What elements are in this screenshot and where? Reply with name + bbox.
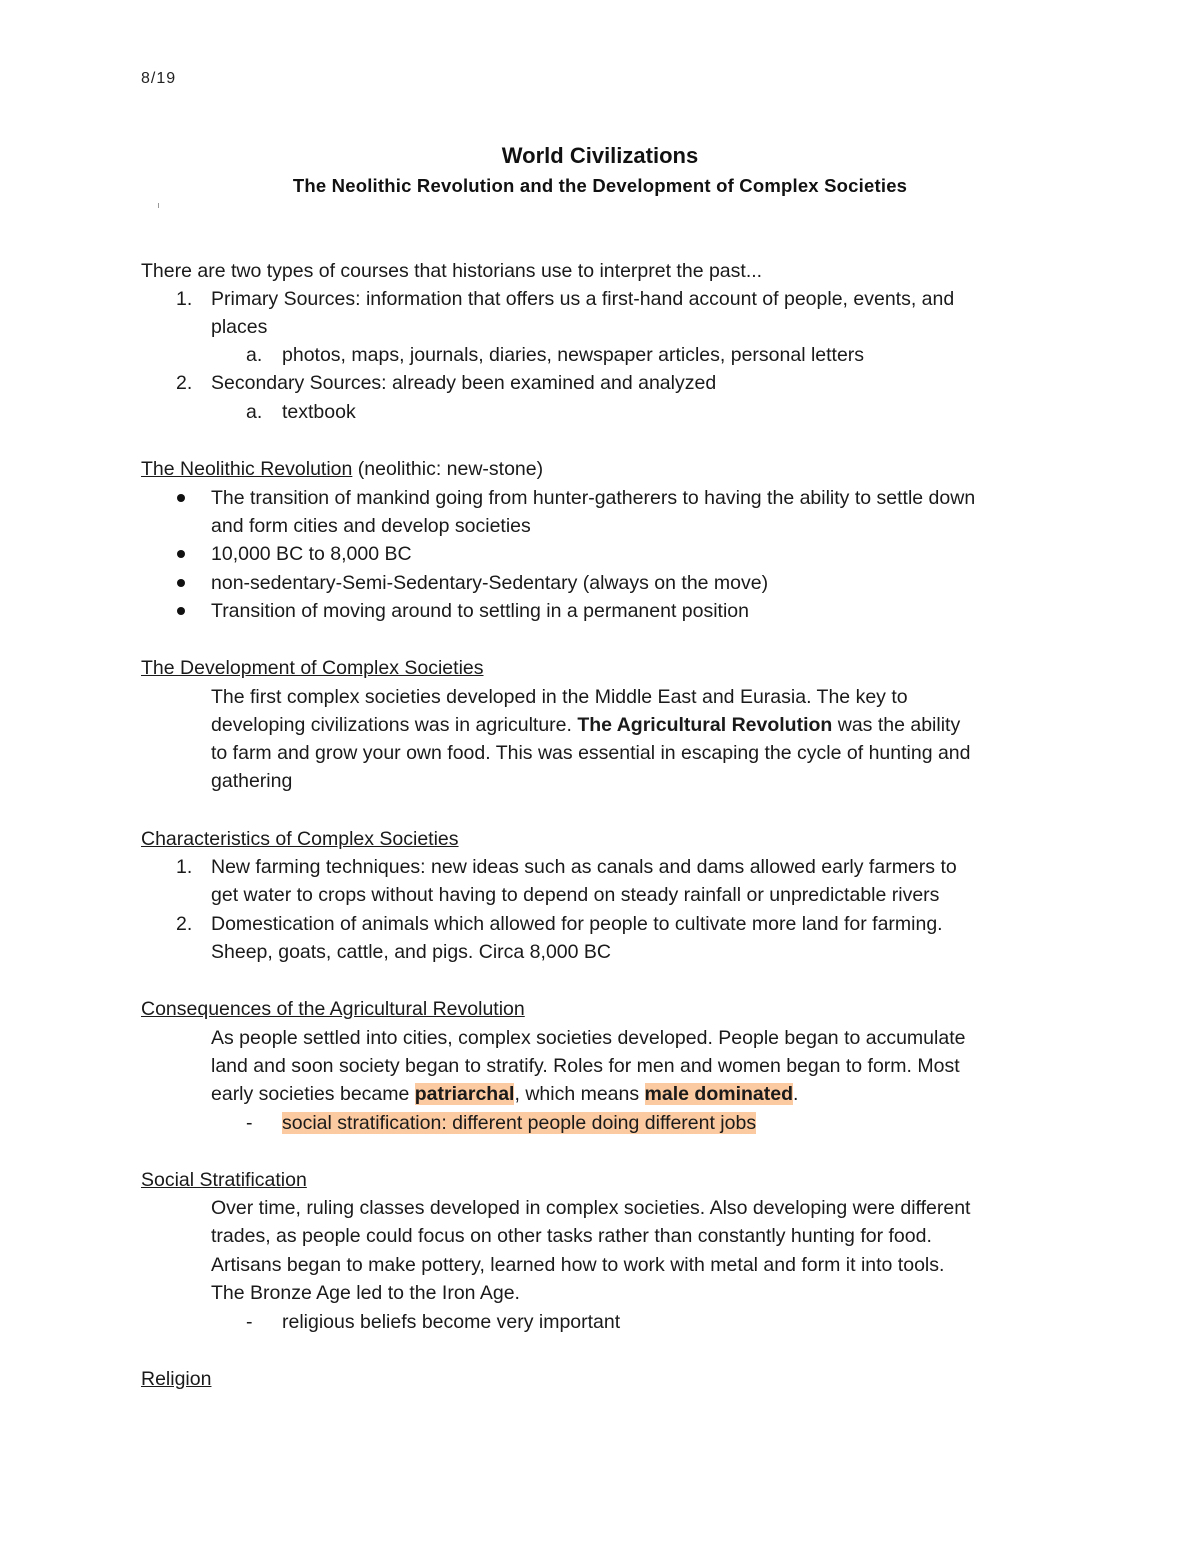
consequences-paragraph-line: As people settled into cities, complex societies developed. People began to accumulate: [211, 1027, 966, 1049]
male-dominated-highlight: male dominated: [644, 1083, 793, 1105]
neolithic-bullet-3: non-sedentary-Semi-Sedentary-Sedentary (always on the move): [211, 572, 769, 594]
neolithic-heading-line: [141, 455, 543, 483]
section-heading-stratification: Social Stratification: [141, 1169, 307, 1191]
stratification-paragraph-line: Artisans began to make pottery, learned how to work with metal and form it into tools.: [211, 1254, 945, 1276]
primary-sources-text-cont: places: [211, 316, 268, 338]
section-heading-development: The Development of Complex Societies: [141, 657, 484, 679]
secondary-sources-text: Secondary Sources: already been examined and analyzed: [211, 372, 717, 394]
bullet-icon: [177, 494, 185, 502]
bullet-icon: [177, 579, 185, 587]
stratification-paragraph-line: trades, as people could focus on other tasks rather than constantly hunting for food.: [211, 1225, 932, 1247]
neolithic-bullet-2: 10,000 BC to 8,000 BC: [211, 543, 412, 565]
characteristic-1: New farming techniques: new ideas such as canals and dams allowed early farmers to: [211, 856, 957, 878]
section-heading-characteristics: Characteristics of Complex Societies: [141, 828, 459, 850]
neolithic-bullet-1: The transition of mankind going from hunter-gatherers to having the ability to settle down: [211, 487, 976, 509]
text-run: developing civilizations was in agriculture.: [211, 714, 578, 736]
text-run: .: [793, 1083, 799, 1105]
consequences-paragraph-line: land and soon society began to stratify. Roles for men and women began to form. Most: [211, 1055, 960, 1077]
text-run: was the ability: [832, 714, 961, 736]
bullet-icon: [177, 607, 185, 615]
patriarchal-highlight: patriarchal: [414, 1083, 515, 1105]
development-paragraph-line: to farm and grow your own food. This was essential in escaping the cycle of hunting and: [211, 742, 971, 764]
neolithic-bullet-1-cont: and form cities and develop societies: [211, 515, 531, 537]
list-number: 2.: [176, 372, 193, 394]
stray-mark: [158, 203, 159, 208]
stratification-highlight-item: [282, 1109, 756, 1137]
list-number: 1.: [176, 288, 193, 310]
development-paragraph-line: [211, 711, 960, 739]
section-heading-consequences: Consequences of the Agricultural Revolution: [141, 998, 525, 1020]
list-letter: a.: [246, 344, 263, 366]
bullet-icon: [177, 550, 185, 558]
development-paragraph-line: The first complex societies developed in the Middle East and Eurasia. The key to: [211, 686, 908, 708]
document-title: World Civilizations: [501, 143, 699, 168]
text-run: , which means: [514, 1083, 645, 1105]
stratification-dash-item: religious beliefs become very important: [282, 1311, 621, 1333]
document-subtitle: The Neolithic Revolution and the Development of Complex Societies: [292, 175, 908, 196]
section-heading-neolithic: The Neolithic Revolution: [141, 458, 353, 480]
primary-sources-examples: photos, maps, journals, diaries, newspaper articles, personal letters: [282, 344, 865, 366]
list-letter: a.: [246, 401, 263, 423]
list-number: 2.: [176, 913, 193, 935]
development-paragraph-line: gathering: [211, 770, 293, 792]
stratification-paragraph-line: The Bronze Age led to the Iron Age.: [211, 1282, 520, 1304]
consequences-paragraph-line: [211, 1080, 798, 1108]
characteristic-2-cont: Sheep, goats, cattle, and pigs. Circa 8,000 BC: [211, 941, 611, 963]
dash-marker: -: [246, 1311, 253, 1333]
heading-note: (neolithic: new-stone): [352, 458, 544, 480]
list-number: 1.: [176, 856, 193, 878]
characteristic-2: Domestication of animals which allowed for people to cultivate more land for farming.: [211, 913, 943, 935]
date-label: 8/19: [141, 70, 177, 87]
stratification-paragraph-line: Over time, ruling classes developed in complex societies. Also developing were different: [211, 1197, 971, 1219]
neolithic-bullet-4: Transition of moving around to settling in a permanent position: [211, 600, 750, 622]
intro-text: There are two types of courses that historians use to interpret the past...: [141, 260, 763, 282]
highlighted-text: social stratification: different people doing different jobs: [282, 1112, 757, 1134]
secondary-sources-example: textbook: [282, 401, 356, 423]
text-run: early societies became: [211, 1083, 415, 1105]
dash-marker: -: [246, 1112, 253, 1134]
section-heading-religion: Religion: [141, 1368, 212, 1390]
agricultural-revolution-term: The Agricultural Revolution: [577, 714, 833, 736]
characteristic-1-cont: get water to crops without having to depend on steady rainfall or unpredictable rivers: [211, 884, 940, 906]
primary-sources-text: Primary Sources: information that offers us a first-hand account of people, events, and: [211, 288, 955, 310]
